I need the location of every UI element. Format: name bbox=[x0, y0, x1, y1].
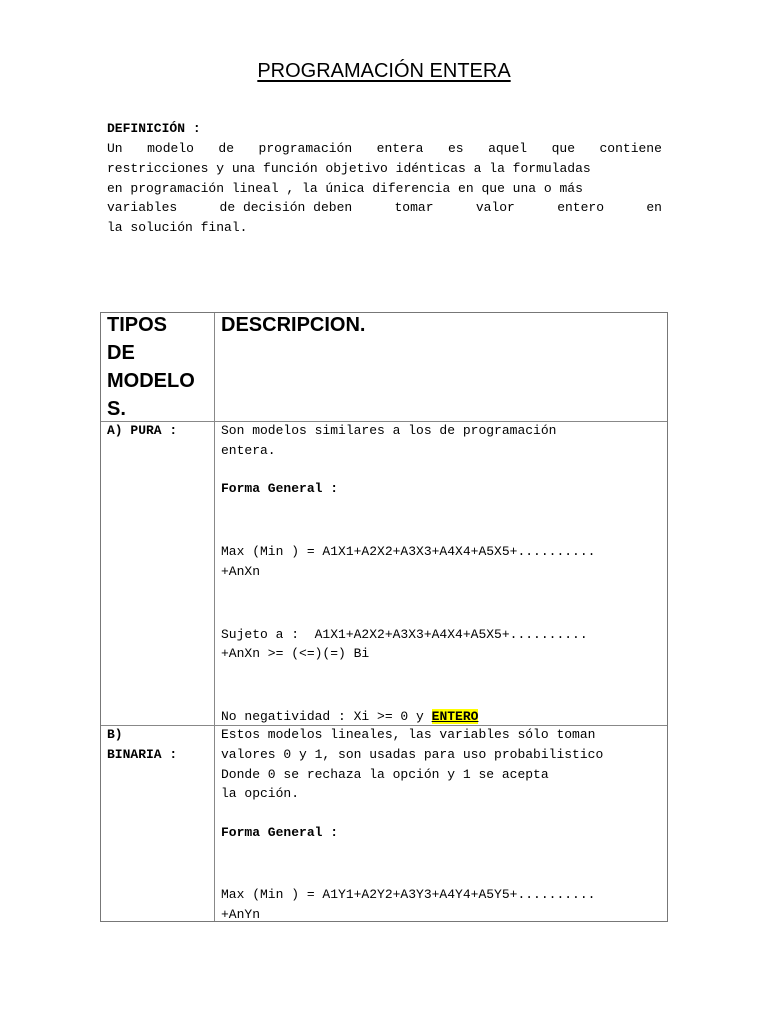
pura-sujeto-1: Sujeto a : A1X1+A2X2+A3X3+A4X4+A5X5+.......... bbox=[221, 627, 588, 642]
pura-max-2: +AnXn bbox=[221, 564, 261, 579]
pura-sujeto-2: +AnXn >= (<=)(=) Bi bbox=[221, 646, 370, 661]
definition-line-5: la solución final. bbox=[107, 220, 248, 235]
binaria-desc-4: la opción. bbox=[221, 786, 300, 801]
binaria-forma-general: Forma General : bbox=[221, 825, 339, 840]
header-tipos: TIPOS DE MODELO S. bbox=[107, 314, 195, 420]
binaria-max-1: Max (Min ) = A1Y1+A2Y2+A3Y3+A4Y4+A5Y5+.......... bbox=[221, 887, 596, 902]
binaria-desc-3: Donde 0 se rechaza la opción y 1 se acepta bbox=[221, 767, 549, 782]
row-label-binaria: B) BINARIA : bbox=[107, 727, 178, 762]
pura-no-negatividad: No negatividad : Xi >= 0 y ENTERO bbox=[221, 709, 479, 724]
entero-highlight: ENTERO bbox=[431, 709, 479, 724]
definition-line-3: en programación lineal , la única diferencia en que una o más bbox=[107, 181, 583, 196]
models-table bbox=[100, 312, 668, 922]
page-title: PROGRAMACIÓN ENTERA bbox=[257, 60, 511, 82]
definition-line-4: variables de decisión deben tomar valor entero en bbox=[107, 200, 662, 215]
definition-line-1: Un modelo de programación entera es aquel que contiene bbox=[107, 141, 662, 156]
pura-forma-general: Forma General : bbox=[221, 481, 339, 496]
definition-line-2: restricciones y una función objetivo idénticas a la formuladas bbox=[107, 161, 591, 176]
binaria-desc-2: valores 0 y 1, son usadas para uso probabilistico bbox=[221, 747, 604, 762]
column-divider bbox=[214, 313, 215, 921]
pura-desc-1: Son modelos similares a los de programación bbox=[221, 423, 557, 438]
binaria-max-2: +AnYn bbox=[221, 907, 261, 922]
binaria-desc-1: Estos modelos lineales, las variables sólo toman bbox=[221, 727, 596, 742]
pura-desc-2: entera. bbox=[221, 443, 276, 458]
row-label-pura: A) PURA : bbox=[107, 423, 178, 438]
header-descripcion: DESCRIPCION. bbox=[221, 314, 366, 336]
definition-label: DEFINICIÓN : bbox=[107, 121, 201, 136]
pura-max-1: Max (Min ) = A1X1+A2X2+A3X3+A4X4+A5X5+.......... bbox=[221, 544, 596, 559]
